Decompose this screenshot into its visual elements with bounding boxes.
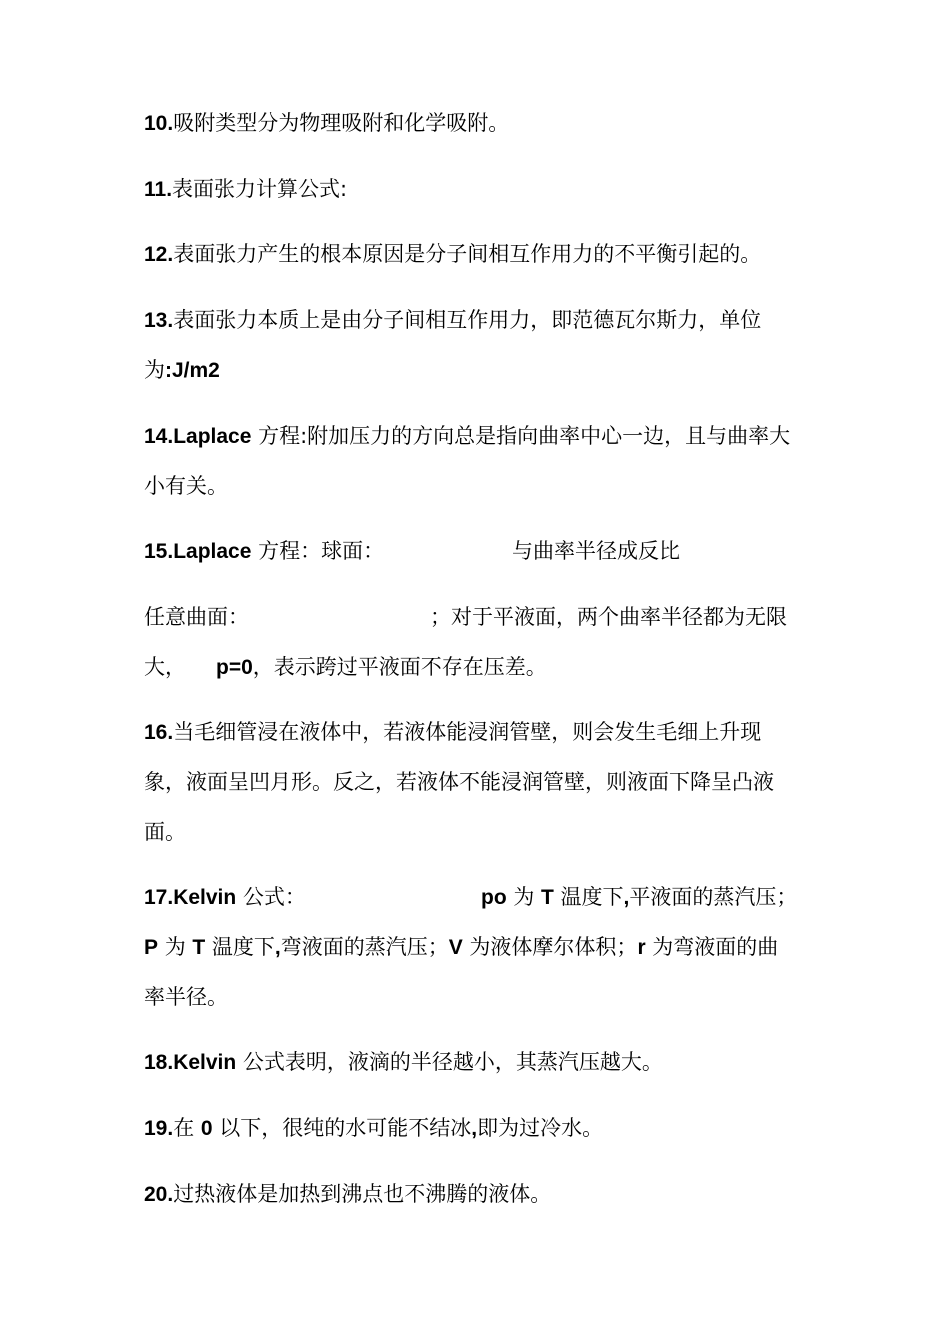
item-text: 吸附类型分为物理吸附和化学吸附。 [173,111,510,135]
item-text: 为 [144,358,165,382]
item-label: 方程：球面： [251,539,385,563]
item-number: 15. [144,540,174,563]
item-15-line-1 [144,536,384,567]
item-text: 小有关。 [144,474,228,498]
symbol-v: V [448,936,463,959]
item-text: 大， [144,655,186,679]
equation-name: Laplace [173,425,252,448]
comma: , [274,936,281,959]
symbol-p: P [144,936,159,959]
item-13-line-1 [144,305,761,336]
item-number: 19. [144,1117,174,1140]
unit-text: :J/m2 [165,359,220,382]
item-text: 即为过冷水。 [477,1116,604,1140]
comma: , [623,886,630,909]
item-16-line-3 [144,817,186,847]
equation-name: Kelvin [173,1051,237,1074]
item-text: 温度下 [205,935,275,959]
item-text: 以下，很纯的水可能不结冰 [212,1116,472,1140]
item-number: 14. [144,425,174,448]
item-19 [144,1113,603,1144]
item-18 [144,1047,663,1078]
item-text: 弯液面的蒸汽压； [280,935,449,959]
item-10 [144,108,509,139]
item-number: 13. [144,309,174,332]
formula-text: p=0 [216,656,253,679]
item-14-line-1 [144,421,790,452]
comma: , [471,1117,478,1140]
item-text: 方程:附加压力的方向总是指向曲率中心一边，且与曲率大 [251,424,791,448]
item-12 [144,239,761,270]
item-text: 象，液面呈凹月形。反之，若液体不能浸润管壁，则液面下降呈凸液 [144,770,774,794]
item-20 [144,1179,551,1210]
symbol-r: r [637,936,646,959]
item-number: 20. [144,1183,174,1206]
item-text: 平液面的蒸汽压； [629,885,798,909]
item-text: 为 [158,935,193,959]
item-text: 在 [173,1116,201,1140]
item-15-tail [512,536,680,566]
item-number: 16. [144,721,174,744]
item-16-line-2 [144,767,774,797]
item-label: 公式： [236,885,306,909]
item-number: 12. [144,243,174,266]
equation-name: Kelvin [173,886,237,909]
equation-name: Laplace [173,540,252,563]
item-text: ，表示跨过平液面不存在压差。 [252,655,547,679]
item-11 [144,174,347,205]
zero-value: 0 [200,1117,213,1140]
item-number: 17. [144,886,174,909]
item-text: 公式表明，液滴的半径越小，其蒸汽压越大。 [236,1050,663,1074]
item-14-line-2 [144,471,228,501]
item-17-line-3 [144,982,228,1012]
item-13-line-2 [144,355,220,386]
item-text: 与曲率半径成反比 [512,539,680,563]
item-16-line-1 [144,717,761,748]
item-text: 当毛细管浸在液体中，若液体能浸润管壁，则会发生毛细上升现 [173,720,762,744]
item-text: 面。 [144,820,186,844]
item-15-line-2 [144,602,249,632]
item-label: 任意曲面： [144,605,249,629]
symbol-po: po [481,886,507,909]
item-text: 为 [506,885,542,909]
item-17-line-1-definition [481,882,797,913]
item-text: 过热液体是加热到沸点也不沸腾的液体。 [173,1182,552,1206]
symbol-t: T [192,936,206,959]
item-text: ；对于平液面，两个曲率半径都为无限 [430,605,787,629]
item-17-line-1 [144,882,306,913]
item-17-line-2 [144,932,778,963]
item-text: 温度下 [553,885,624,909]
item-number: 11. [144,178,173,201]
item-15-line-2-text [430,602,787,632]
item-text: 表面张力本质上是由分子间相互作用力，即范德瓦尔斯力，单位 [173,308,762,332]
item-number: 10. [144,112,174,135]
item-15-line-3 [144,652,547,683]
symbol-t: T [541,886,554,909]
item-number: 18. [144,1051,174,1074]
item-text: 表面张力产生的根本原因是分子间相互作用力的不平衡引起的。 [173,242,762,266]
item-text: 率半径。 [144,985,228,1009]
item-text: 表面张力计算公式: [172,177,348,201]
item-text: 为液体摩尔体积； [462,935,638,959]
item-text: 为弯液面的曲 [645,935,779,959]
